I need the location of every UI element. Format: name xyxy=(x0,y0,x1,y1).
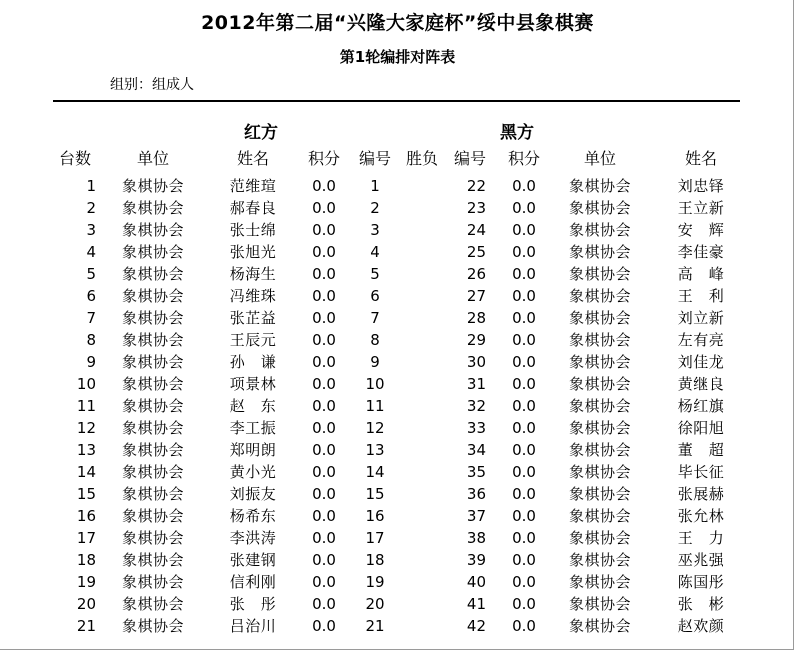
cell-black-score: 0.0 xyxy=(512,573,536,591)
cell-red-name: 李工振 xyxy=(229,419,277,437)
red-side-label: 红方 xyxy=(244,123,278,143)
header-table-no: 台数 xyxy=(58,149,91,168)
cell-red-score: 0.0 xyxy=(312,463,336,481)
cell-red-num: 16 xyxy=(365,507,385,525)
cell-black-num: 33 xyxy=(466,419,486,437)
cell-black-num: 31 xyxy=(466,375,486,393)
table-header xyxy=(0,148,795,170)
header-red-num: 编号 xyxy=(358,149,391,168)
cell-red-name: 郝春良 xyxy=(229,199,277,217)
table-row xyxy=(0,373,795,395)
cell-black-name: 赵欢颜 xyxy=(677,617,725,635)
cell-red-unit: 象棋协会 xyxy=(121,419,184,437)
cell-black-num: 42 xyxy=(466,617,486,635)
cell-red-num: 8 xyxy=(370,331,380,349)
cell-red-name: 张 彤 xyxy=(229,595,277,613)
cell-black-num: 26 xyxy=(466,265,486,283)
table-row xyxy=(0,615,795,637)
cell-table-no: 9 xyxy=(86,353,96,371)
cell-table-no: 8 xyxy=(86,331,96,349)
cell-red-score: 0.0 xyxy=(312,595,336,613)
table-row xyxy=(0,527,795,549)
cell-red-num: 17 xyxy=(365,529,385,547)
cell-black-num: 32 xyxy=(466,397,486,415)
cell-red-score: 0.0 xyxy=(312,265,336,283)
table-row xyxy=(0,417,795,439)
cell-red-name: 张士绵 xyxy=(229,221,277,239)
cell-red-score: 0.0 xyxy=(312,243,336,261)
table-row xyxy=(0,505,795,527)
cell-black-score: 0.0 xyxy=(512,199,536,217)
cell-black-unit: 象棋协会 xyxy=(568,507,631,525)
cell-black-num: 24 xyxy=(466,221,486,239)
page-title: 2012年第二届“兴隆大家庭杯”绥中县象棋赛 xyxy=(201,12,594,34)
cell-red-num: 5 xyxy=(370,265,380,283)
table-row xyxy=(0,549,795,571)
cell-black-score: 0.0 xyxy=(512,397,536,415)
cell-black-name: 王 利 xyxy=(677,287,725,305)
cell-black-unit: 象棋协会 xyxy=(568,529,631,547)
cell-red-score: 0.0 xyxy=(312,573,336,591)
cell-black-unit: 象棋协会 xyxy=(568,331,631,349)
cell-black-score: 0.0 xyxy=(512,551,536,569)
cell-black-num: 29 xyxy=(466,331,486,349)
header-black-name: 姓名 xyxy=(684,149,717,168)
cell-red-name: 王辰元 xyxy=(229,331,277,349)
cell-red-name: 张旭光 xyxy=(229,243,277,261)
cell-black-score: 0.0 xyxy=(512,353,536,371)
cell-red-unit: 象棋协会 xyxy=(121,485,184,503)
cell-black-score: 0.0 xyxy=(512,331,536,349)
cell-table-no: 12 xyxy=(76,419,96,437)
cell-black-num: 37 xyxy=(466,507,486,525)
cell-red-score: 0.0 xyxy=(312,221,336,239)
cell-red-name: 李洪涛 xyxy=(229,529,277,547)
cell-black-name: 张允林 xyxy=(677,507,725,525)
cell-black-score: 0.0 xyxy=(512,441,536,459)
cell-red-name: 信利刚 xyxy=(229,573,277,591)
cell-table-no: 5 xyxy=(86,265,96,283)
cell-red-unit: 象棋协会 xyxy=(121,309,184,327)
cell-black-score: 0.0 xyxy=(512,265,536,283)
cell-red-num: 15 xyxy=(365,485,385,503)
cell-black-name: 杨红旗 xyxy=(677,397,725,415)
cell-red-unit: 象棋协会 xyxy=(121,595,184,613)
cell-black-unit: 象棋协会 xyxy=(568,177,631,195)
cell-black-score: 0.0 xyxy=(512,419,536,437)
cell-red-name: 冯维珠 xyxy=(229,287,277,305)
cell-black-score: 0.0 xyxy=(512,309,536,327)
table-row xyxy=(0,329,795,351)
cell-red-name: 孙 谦 xyxy=(229,353,277,371)
cell-red-unit: 象棋协会 xyxy=(121,221,184,239)
cell-black-num: 25 xyxy=(466,243,486,261)
cell-red-num: 14 xyxy=(365,463,385,481)
cell-red-unit: 象棋协会 xyxy=(121,287,184,305)
cell-red-num: 19 xyxy=(365,573,385,591)
cell-red-num: 18 xyxy=(365,551,385,569)
cell-black-name: 陈国彤 xyxy=(677,573,725,591)
cell-red-num: 9 xyxy=(370,353,380,371)
cell-black-num: 28 xyxy=(466,309,486,327)
cell-black-score: 0.0 xyxy=(512,617,536,635)
cell-red-score: 0.0 xyxy=(312,507,336,525)
cell-black-score: 0.0 xyxy=(512,375,536,393)
cell-black-score: 0.0 xyxy=(512,243,536,261)
cell-red-unit: 象棋协会 xyxy=(121,199,184,217)
cell-black-score: 0.0 xyxy=(512,595,536,613)
cell-red-name: 吕治川 xyxy=(229,617,277,635)
header-black-score: 积分 xyxy=(507,149,540,168)
cell-black-name: 左有亮 xyxy=(677,331,725,349)
table-row xyxy=(0,263,795,285)
cell-red-num: 3 xyxy=(370,221,380,239)
cell-red-name: 郑明朗 xyxy=(229,441,277,459)
cell-red-score: 0.0 xyxy=(312,309,336,327)
cell-black-unit: 象棋协会 xyxy=(568,551,631,569)
cell-red-unit: 象棋协会 xyxy=(121,441,184,459)
table-row xyxy=(0,461,795,483)
cell-black-unit: 象棋协会 xyxy=(568,463,631,481)
cell-red-unit: 象棋协会 xyxy=(121,529,184,547)
cell-black-num: 22 xyxy=(466,177,486,195)
cell-black-name: 董 超 xyxy=(677,441,725,459)
cell-table-no: 11 xyxy=(76,397,96,415)
header-red-name: 姓名 xyxy=(236,149,269,168)
cell-black-name: 巫兆强 xyxy=(677,551,725,569)
cell-black-num: 40 xyxy=(466,573,486,591)
header-result: 胜负 xyxy=(405,149,438,168)
cell-red-unit: 象棋协会 xyxy=(121,331,184,349)
cell-table-no: 14 xyxy=(76,463,96,481)
cell-red-num: 4 xyxy=(370,243,380,261)
cell-red-name: 赵 东 xyxy=(229,397,277,415)
cell-black-name: 刘立新 xyxy=(677,309,725,327)
cell-table-no: 2 xyxy=(86,199,96,217)
cell-red-name: 张芷益 xyxy=(229,309,277,327)
cell-red-num: 6 xyxy=(370,287,380,305)
cell-red-unit: 象棋协会 xyxy=(121,551,184,569)
cell-black-unit: 象棋协会 xyxy=(568,441,631,459)
cell-black-name: 张 彬 xyxy=(677,595,725,613)
table-row xyxy=(0,241,795,263)
table-row xyxy=(0,219,795,241)
cell-red-name: 刘振友 xyxy=(229,485,277,503)
cell-red-num: 10 xyxy=(365,375,385,393)
cell-black-unit: 象棋协会 xyxy=(568,309,631,327)
cell-red-name: 范维瑄 xyxy=(229,177,277,195)
cell-table-no: 6 xyxy=(86,287,96,305)
cell-black-num: 41 xyxy=(466,595,486,613)
cell-red-score: 0.0 xyxy=(312,375,336,393)
cell-table-no: 21 xyxy=(76,617,96,635)
cell-table-no: 10 xyxy=(76,375,96,393)
cell-red-num: 7 xyxy=(370,309,380,327)
table-row xyxy=(0,285,795,307)
table-row xyxy=(0,175,795,197)
cell-black-unit: 象棋协会 xyxy=(568,617,631,635)
cell-red-score: 0.0 xyxy=(312,331,336,349)
cell-black-unit: 象棋协会 xyxy=(568,221,631,239)
cell-black-unit: 象棋协会 xyxy=(568,419,631,437)
cell-red-score: 0.0 xyxy=(312,353,336,371)
cell-red-unit: 象棋协会 xyxy=(121,177,184,195)
cell-black-score: 0.0 xyxy=(512,287,536,305)
cell-red-unit: 象棋协会 xyxy=(121,507,184,525)
cell-black-score: 0.0 xyxy=(512,529,536,547)
cell-black-unit: 象棋协会 xyxy=(568,265,631,283)
cell-black-num: 38 xyxy=(466,529,486,547)
cell-red-name: 杨海生 xyxy=(229,265,277,283)
table-row xyxy=(0,571,795,593)
cell-black-unit: 象棋协会 xyxy=(568,199,631,217)
cell-red-name: 张建钢 xyxy=(229,551,277,569)
cell-black-name: 黄继良 xyxy=(677,375,725,393)
cell-black-num: 34 xyxy=(466,441,486,459)
cell-red-unit: 象棋协会 xyxy=(121,353,184,371)
cell-red-score: 0.0 xyxy=(312,617,336,635)
header-red-score: 积分 xyxy=(307,149,340,168)
cell-table-no: 20 xyxy=(76,595,96,613)
cell-black-name: 安 辉 xyxy=(677,221,725,239)
cell-black-num: 23 xyxy=(466,199,486,217)
cell-table-no: 3 xyxy=(86,221,96,239)
cell-black-num: 35 xyxy=(466,463,486,481)
cell-red-unit: 象棋协会 xyxy=(121,397,184,415)
cell-red-score: 0.0 xyxy=(312,177,336,195)
cell-black-name: 李佳豪 xyxy=(677,243,725,261)
cell-red-unit: 象棋协会 xyxy=(121,573,184,591)
cell-red-num: 11 xyxy=(365,397,385,415)
cell-black-unit: 象棋协会 xyxy=(568,397,631,415)
header-black-num: 编号 xyxy=(453,149,486,168)
cell-black-name: 王立新 xyxy=(677,199,725,217)
table-row xyxy=(0,593,795,615)
cell-red-name: 杨希东 xyxy=(229,507,277,525)
cell-black-unit: 象棋协会 xyxy=(568,375,631,393)
cell-red-score: 0.0 xyxy=(312,199,336,217)
cell-table-no: 4 xyxy=(86,243,96,261)
cell-black-num: 39 xyxy=(466,551,486,569)
cell-black-name: 徐阳旭 xyxy=(677,419,725,437)
cell-black-unit: 象棋协会 xyxy=(568,573,631,591)
cell-black-num: 36 xyxy=(466,485,486,503)
cell-red-score: 0.0 xyxy=(312,419,336,437)
cell-black-score: 0.0 xyxy=(512,221,536,239)
table-row xyxy=(0,395,795,417)
page-subtitle: 第1轮编排对阵表 xyxy=(339,48,456,66)
cell-black-name: 刘佳龙 xyxy=(677,353,725,371)
cell-black-unit: 象棋协会 xyxy=(568,595,631,613)
cell-black-score: 0.0 xyxy=(512,463,536,481)
cell-red-unit: 象棋协会 xyxy=(121,243,184,261)
cell-red-name: 黄小光 xyxy=(229,463,277,481)
table-row xyxy=(0,307,795,329)
cell-table-no: 1 xyxy=(86,177,96,195)
cell-black-score: 0.0 xyxy=(512,507,536,525)
cell-black-unit: 象棋协会 xyxy=(568,243,631,261)
header-red-unit: 单位 xyxy=(136,149,169,168)
table-row xyxy=(0,483,795,505)
black-side-label: 黑方 xyxy=(500,123,534,143)
cell-black-name: 王 力 xyxy=(677,529,725,547)
cell-table-no: 19 xyxy=(76,573,96,591)
cell-red-score: 0.0 xyxy=(312,485,336,503)
cell-red-num: 13 xyxy=(365,441,385,459)
group-label: 组别：组成人 xyxy=(110,77,194,93)
cell-black-num: 30 xyxy=(466,353,486,371)
cell-black-unit: 象棋协会 xyxy=(568,353,631,371)
cell-table-no: 7 xyxy=(86,309,96,327)
cell-red-unit: 象棋协会 xyxy=(121,463,184,481)
cell-black-num: 27 xyxy=(466,287,486,305)
cell-black-name: 高 峰 xyxy=(677,265,725,283)
cell-black-name: 张展赫 xyxy=(677,485,725,503)
cell-black-score: 0.0 xyxy=(512,177,536,195)
table-row xyxy=(0,439,795,461)
cell-black-unit: 象棋协会 xyxy=(568,287,631,305)
cell-red-num: 1 xyxy=(370,177,380,195)
cell-red-score: 0.0 xyxy=(312,529,336,547)
cell-red-num: 21 xyxy=(365,617,385,635)
header-black-unit: 单位 xyxy=(583,149,616,168)
cell-table-no: 15 xyxy=(76,485,96,503)
cell-red-name: 项景林 xyxy=(229,375,277,393)
header-divider xyxy=(53,100,740,102)
cell-black-score: 0.0 xyxy=(512,485,536,503)
cell-red-score: 0.0 xyxy=(312,397,336,415)
cell-red-num: 2 xyxy=(370,199,380,217)
cell-red-unit: 象棋协会 xyxy=(121,617,184,635)
cell-black-unit: 象棋协会 xyxy=(568,485,631,503)
cell-red-score: 0.0 xyxy=(312,287,336,305)
table-row xyxy=(0,197,795,219)
cell-red-unit: 象棋协会 xyxy=(121,375,184,393)
cell-table-no: 13 xyxy=(76,441,96,459)
cell-red-unit: 象棋协会 xyxy=(121,265,184,283)
table-row xyxy=(0,351,795,373)
cell-table-no: 16 xyxy=(76,507,96,525)
cell-red-score: 0.0 xyxy=(312,551,336,569)
cell-red-num: 12 xyxy=(365,419,385,437)
cell-red-score: 0.0 xyxy=(312,441,336,459)
cell-table-no: 18 xyxy=(76,551,96,569)
cell-red-num: 20 xyxy=(365,595,385,613)
cell-black-name: 刘忠铎 xyxy=(677,177,725,195)
cell-table-no: 17 xyxy=(76,529,96,547)
cell-black-name: 毕长征 xyxy=(677,463,725,481)
